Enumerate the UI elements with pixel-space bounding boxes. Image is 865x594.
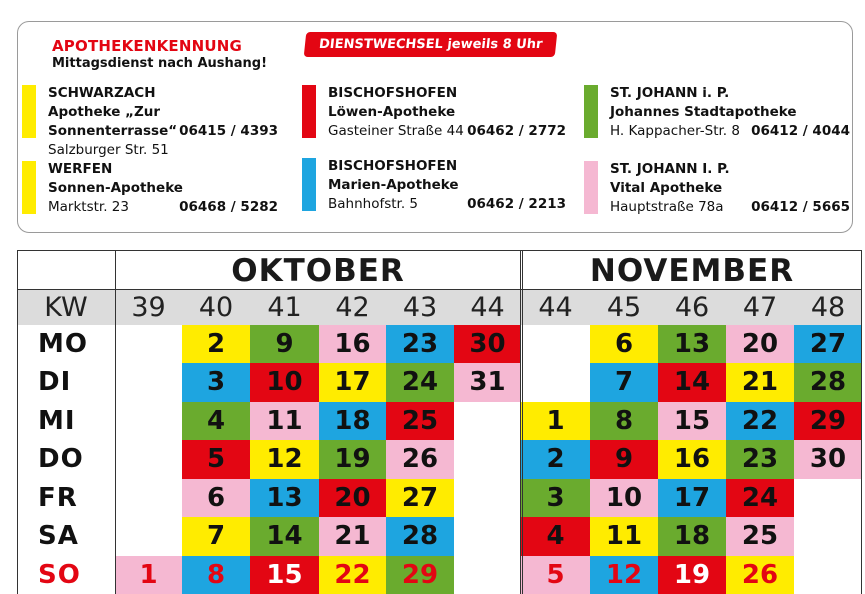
duty-day-cell: 14: [250, 517, 319, 556]
pharmacy-town: SCHWARZACH: [48, 85, 156, 101]
duty-day-cell: 10: [590, 479, 658, 517]
pharmacy-entry: [22, 160, 278, 216]
duty-day-cell: 29: [386, 556, 454, 594]
week-number: 43: [402, 292, 438, 323]
month-title-november: NOVEMBER: [589, 253, 795, 289]
pharmacy-address: Salzburger Str. 51: [48, 142, 169, 158]
day-label: SA: [38, 521, 79, 551]
pharmacy-entry: [584, 160, 850, 216]
duty-day-cell: 5: [182, 440, 250, 479]
duty-day-cell: 28: [794, 363, 862, 402]
pharmacy-name: Johannes Stadtapotheke: [610, 104, 797, 120]
duty-day-cell: 23: [726, 440, 794, 479]
pharmacy-name: Vital Apotheke: [610, 180, 723, 196]
duty-day-cell: 29: [794, 402, 862, 440]
pharmacy-color-swatch: [584, 161, 598, 214]
pharmacy-town: WERFEN: [48, 161, 113, 177]
duty-day-cell: 8: [590, 402, 658, 440]
pharmacy-entry: [302, 84, 566, 140]
pharmacy-color-swatch: [22, 85, 36, 138]
pharmacy-phone: 06468 / 5282: [179, 199, 278, 215]
pharmacy-entry: [584, 84, 850, 140]
duty-day-cell: 9: [250, 325, 319, 363]
pharmacy-phone: 06415 / 4393: [179, 123, 278, 139]
duty-day-cell: 17: [658, 479, 726, 517]
duty-day-cell: 5: [521, 556, 590, 594]
duty-day-cell: 6: [182, 479, 250, 517]
pharmacy-phone: 06462 / 2772: [467, 123, 566, 139]
week-number: 48: [810, 292, 846, 323]
duty-day-cell: 18: [319, 402, 386, 440]
duty-day-cell: 22: [726, 402, 794, 440]
duty-day-cell: 3: [521, 479, 590, 517]
duty-day-cell: 12: [590, 556, 658, 594]
pharmacy-entry: [302, 157, 566, 213]
duty-day-cell: 31: [454, 363, 521, 402]
pharmacy-color-swatch: [22, 161, 36, 214]
day-label: FR: [38, 483, 78, 513]
pharmacy-name: Löwen-Apotheke: [328, 104, 456, 120]
pharmacy-address: Bahnhofstr. 5: [328, 196, 419, 212]
legend-title: APOTHEKENKENNUNG: [52, 37, 243, 55]
duty-day-cell: 15: [250, 556, 319, 594]
duty-day-cell: 2: [521, 440, 590, 479]
duty-day-cell: 28: [386, 517, 454, 556]
pharmacy-color-swatch: [302, 85, 316, 138]
week-number: 40: [198, 292, 234, 323]
duty-day-cell: 6: [590, 325, 658, 363]
pharmacy-phone: 06462 / 2213: [467, 196, 566, 212]
duty-day-cell: 1: [115, 556, 182, 594]
schedule-badge: DIENSTWECHSEL jeweils 8 Uhr: [304, 32, 558, 57]
day-label: DI: [38, 367, 72, 397]
duty-day-cell: 13: [250, 479, 319, 517]
duty-day-cell: 4: [182, 402, 250, 440]
pharmacy-phone: 06412 / 5665: [751, 199, 850, 215]
pharmacy-color-swatch: [302, 158, 316, 211]
week-number: 42: [335, 292, 370, 323]
duty-day-cell: 10: [250, 363, 319, 402]
duty-day-cell: 17: [319, 363, 386, 402]
duty-day-cell: 18: [658, 517, 726, 556]
duty-day-cell: 19: [319, 440, 386, 479]
duty-day-cell: 21: [726, 363, 794, 402]
duty-day-cell: 25: [386, 402, 454, 440]
duty-day-cell: 24: [726, 479, 794, 517]
week-number: 47: [742, 292, 778, 323]
pharmacy-name: Sonnen-Apotheke: [48, 180, 183, 196]
duty-day-cell: 8: [182, 556, 250, 594]
duty-day-cell: 2: [182, 325, 250, 363]
duty-day-cell: 1: [521, 402, 590, 440]
duty-day-cell: 16: [658, 440, 726, 479]
day-label: SO: [38, 560, 81, 590]
pharmacy-town: BISCHOFSHOFEN: [328, 85, 458, 101]
duty-day-cell: 15: [658, 402, 726, 440]
duty-day-cell: 16: [319, 325, 386, 363]
pharmacy-town: ST. JOHANN I. P.: [610, 161, 730, 177]
week-number: 39: [131, 292, 166, 323]
week-number: 45: [606, 292, 642, 323]
duty-day-cell: 13: [658, 325, 726, 363]
duty-day-cell: 30: [454, 325, 521, 363]
duty-day-cell: 21: [319, 517, 386, 556]
pharmacy-town: BISCHOFSHOFEN: [328, 158, 458, 174]
week-number: 41: [267, 292, 302, 323]
duty-day-cell: 24: [386, 363, 454, 402]
day-label: MO: [38, 329, 88, 359]
week-number: 46: [674, 292, 710, 323]
duty-day-cell: 27: [794, 325, 862, 363]
duty-day-cell: 7: [182, 517, 250, 556]
duty-day-cell: 30: [794, 440, 862, 479]
duty-day-cell: 20: [319, 479, 386, 517]
month-title-october: OKTOBER: [231, 253, 405, 289]
duty-day-cell: 25: [726, 517, 794, 556]
pharmacy-color-swatch: [584, 85, 598, 138]
duty-day-cell: 26: [726, 556, 794, 594]
pharmacy-address: Marktstr. 23: [48, 199, 129, 215]
duty-day-cell: 9: [590, 440, 658, 479]
duty-day-cell: 26: [386, 440, 454, 479]
pharmacy-name: Apotheke „Zur Sonnenterrasse“: [48, 104, 178, 139]
duty-day-cell: 19: [658, 556, 726, 594]
duty-day-cell: 4: [521, 517, 590, 556]
duty-day-cell: 27: [386, 479, 454, 517]
pharmacy-address: Hauptstraße 78a: [610, 199, 724, 215]
duty-day-cell: 23: [386, 325, 454, 363]
kw-header: KW: [44, 292, 88, 323]
duty-day-cell: 12: [250, 440, 319, 479]
duty-day-cell: 11: [590, 517, 658, 556]
pharmacy-address: Gasteiner Straße 44: [328, 123, 464, 139]
duty-day-cell: 11: [250, 402, 319, 440]
legend-subtitle: Mittagsdienst nach Aushang!: [52, 56, 268, 71]
duty-day-cell: 20: [726, 325, 794, 363]
duty-day-cell: 22: [319, 556, 386, 594]
pharmacy-name: Marien-Apotheke: [328, 177, 459, 193]
duty-day-cell: 14: [658, 363, 726, 402]
day-label: MI: [38, 406, 76, 436]
pharmacy-address: H. Kappacher-Str. 8: [610, 123, 740, 139]
pharmacy-entry: [22, 84, 278, 158]
duty-day-cell: 3: [182, 363, 250, 402]
week-number: 44: [538, 292, 573, 323]
duty-day-cell: 7: [590, 363, 658, 402]
day-label: DO: [38, 444, 84, 474]
pharmacy-town: ST. JOHANN i. P.: [610, 85, 730, 101]
week-number: 44: [470, 292, 505, 323]
pharmacy-phone: 06412 / 4044: [751, 123, 850, 139]
